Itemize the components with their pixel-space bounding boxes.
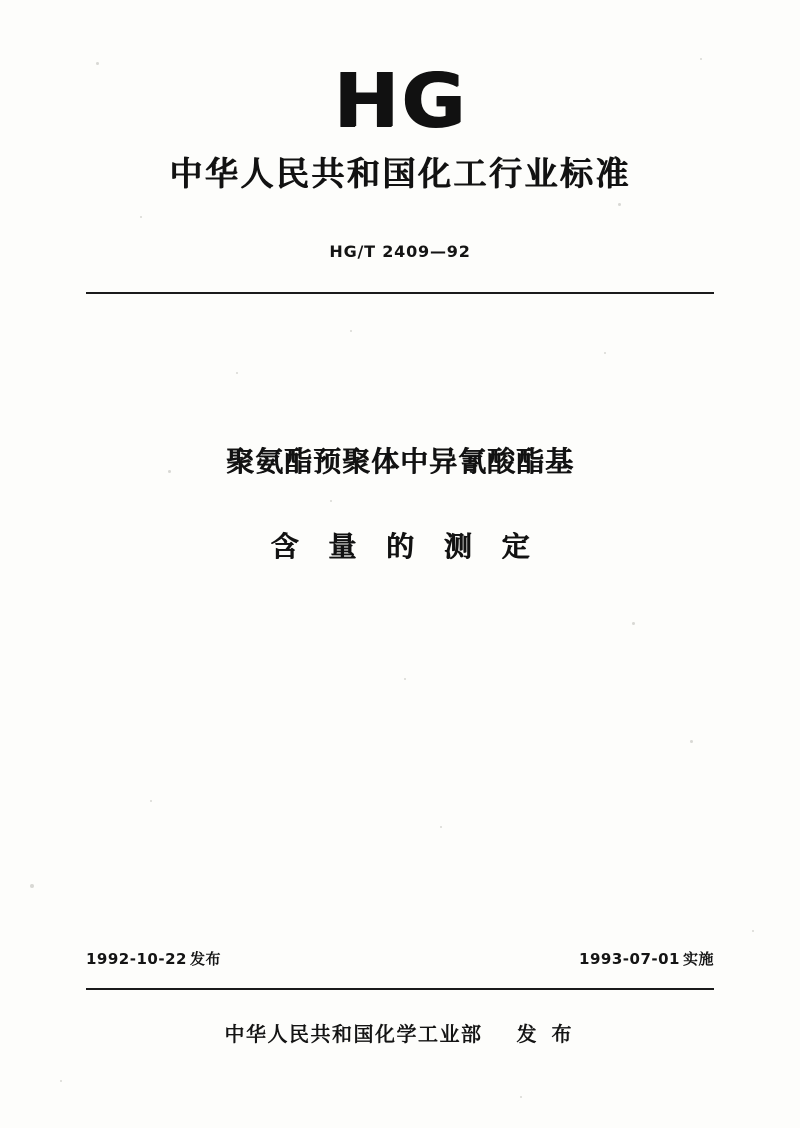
- effective-date-label: 实施: [682, 950, 714, 968]
- issue-date-group: [86, 948, 221, 969]
- standard-org-title: 中华人民共和国化工行业标准: [169, 154, 631, 193]
- effective-date-group: [579, 948, 714, 969]
- publisher-name: 中华人民共和国化学工业部: [224, 1022, 483, 1046]
- publisher-verb: 发 布: [516, 1022, 576, 1046]
- issue-date-label: 发布: [189, 950, 221, 968]
- hg-logo-text: HG: [332, 58, 468, 144]
- standard-code: HG/T 2409—92: [329, 242, 471, 261]
- hg-logo: [0, 58, 800, 144]
- page-title-line1: 聚氨酯预聚体中异氰酸酯基: [225, 445, 574, 478]
- issue-date: 1992-10-22: [86, 950, 187, 968]
- divider-bottom: [86, 988, 714, 990]
- page-title-line2: 含 量 的 测 定: [270, 530, 540, 563]
- divider-top: [86, 292, 714, 294]
- date-row: [86, 948, 714, 969]
- effective-date: 1993-07-01: [579, 950, 680, 968]
- publisher-row: [0, 1018, 800, 1047]
